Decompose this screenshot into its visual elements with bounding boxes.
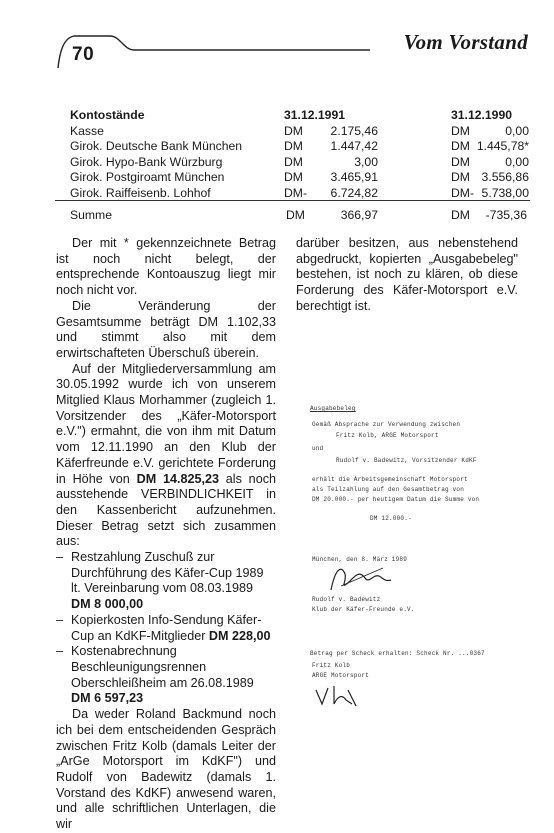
para-note: Der mit * gekennzeichnete Betrag ist noch nicht belegt, der entsprechende Kontoauszug liegt mir noch nicht vor. [56,236,276,298]
sum-rule [55,200,530,201]
row-cur2: DM [451,139,470,154]
list-item: – Restzahlung Zuschuß zur Durchführung des Käfer-Cup 1989 lt. Vereinbarung vom 08.03.1989 DM 8 000,00 [56,550,276,613]
balance-table [56,108,536,202]
row-cur1: DM [284,154,303,169]
col2-date: 31.12.1990 [451,108,512,122]
signature-badewitz [325,560,395,596]
sum-label: Summe [70,208,112,222]
row-cur2: DM- [451,185,475,200]
sum-row [56,208,536,224]
row-label: Girok. Hypo-Bank Würzburg [70,154,223,169]
para-assembly: Auf der Mitgliederversammlung am 30.05.1992 wurde ich von unserem Mitglied Klaus Morhammer (zugleich 1. Vorsitzender des „Käfer-Motorsport e.V.") ermahnt, die von ihm mit Datum vom 12.11.1990 an den Klub der Käferfreunde e.V. gerichtete Forderung in Höhe von DM 14.825,23 als noch ausstehende VERBINDLICHKEIT in den Kassenbericht aufzunehmen. Dieser Betrag setzt sich zusammen aus: [56,361,276,549]
para-change: Die Veränderung der Gesamtsumme beträgt DM 1.102,33 und stimmt also mit dem erwirtschafteten Überschuß überein. [56,298,276,360]
row-label: Girok. Raiffeisenb. Lohhof [70,185,211,200]
row-val2: 1.445,78* [476,139,529,154]
voucher-title: Ausgabebeleg [310,405,356,412]
sum-cur2: DM [451,208,470,222]
table-row [56,170,536,186]
claim-items [56,550,276,707]
list-item: – Kopierkosten Info-Sendung Käfer-Cup an KdKF-Mitglieder DM 228,00 [56,613,276,644]
section-title: Vom Vorstand [403,30,528,54]
table-rows [56,124,536,202]
table-row [56,139,536,155]
row-cur2: DM [451,123,470,138]
row-val1: 3,00 [354,154,378,169]
row-cur1: DM- [284,185,308,200]
signature-kolb [312,682,362,710]
sum-val1: 366,97 [340,208,378,222]
claim-amount: DM 14.825,23 [136,471,219,486]
row-label: Kasse [70,123,104,138]
voucher-place-date: München, den 8. März 1989 [312,556,408,563]
sum-cur1: DM [286,208,305,222]
row-val1: 6.724,82 [330,185,378,200]
para-continued: darüber besitzen, aus nebenstehend abgedruckt, kopierten „Ausgabebeleg" bestehen, ist noch zu klären, ob diese Forderung des Käfer-Motorsport e.V. berechtigt ist. [296,236,518,313]
row-val2: 3.556,86 [481,170,529,185]
list-item: – Kostenabrechnung Beschleunigungsrennen Oberschleißheim am 26.08.1989 DM 6 597,23 [56,644,276,707]
row-val2: 5.738,00 [481,185,529,200]
sum-val2: -735,36 [485,208,527,222]
row-val1: 2.175,46 [330,123,378,138]
row-cur1: DM [284,139,303,154]
row-label: Girok. Postgiroamt München [70,170,225,185]
right-column [296,236,518,315]
row-cur1: DM [284,123,303,138]
row-cur1: DM [284,170,303,185]
row-val2: 0,00 [505,123,529,138]
row-label: Girok. Deutsche Bank München [70,139,243,154]
row-cur2: DM [451,154,470,169]
left-column [56,236,276,833]
table-row [56,155,536,171]
col1-date: 31.12.1991 [284,108,345,122]
table-row [56,124,536,140]
row-cur2: DM [451,170,470,185]
row-val1: 3.465,91 [330,170,378,185]
page-number: 70 [72,44,95,65]
row-val2: 0,00 [505,154,529,169]
row-val1: 1.447,42 [330,139,378,154]
para-meeting: Da weder Roland Backmund noch ich bei dem entscheidenden Gespräch zwischen Fritz Kolb (damals Leiter der „ArGe Motorsport im KdKF") und Rudolf von Badewitz (damals 1. Vorstand des KdKF) anwesend waren, und alle schriftlichen Unterlagen, die wir [56,707,276,832]
table-heading: Kontostände [70,108,145,122]
table-header [56,108,536,124]
